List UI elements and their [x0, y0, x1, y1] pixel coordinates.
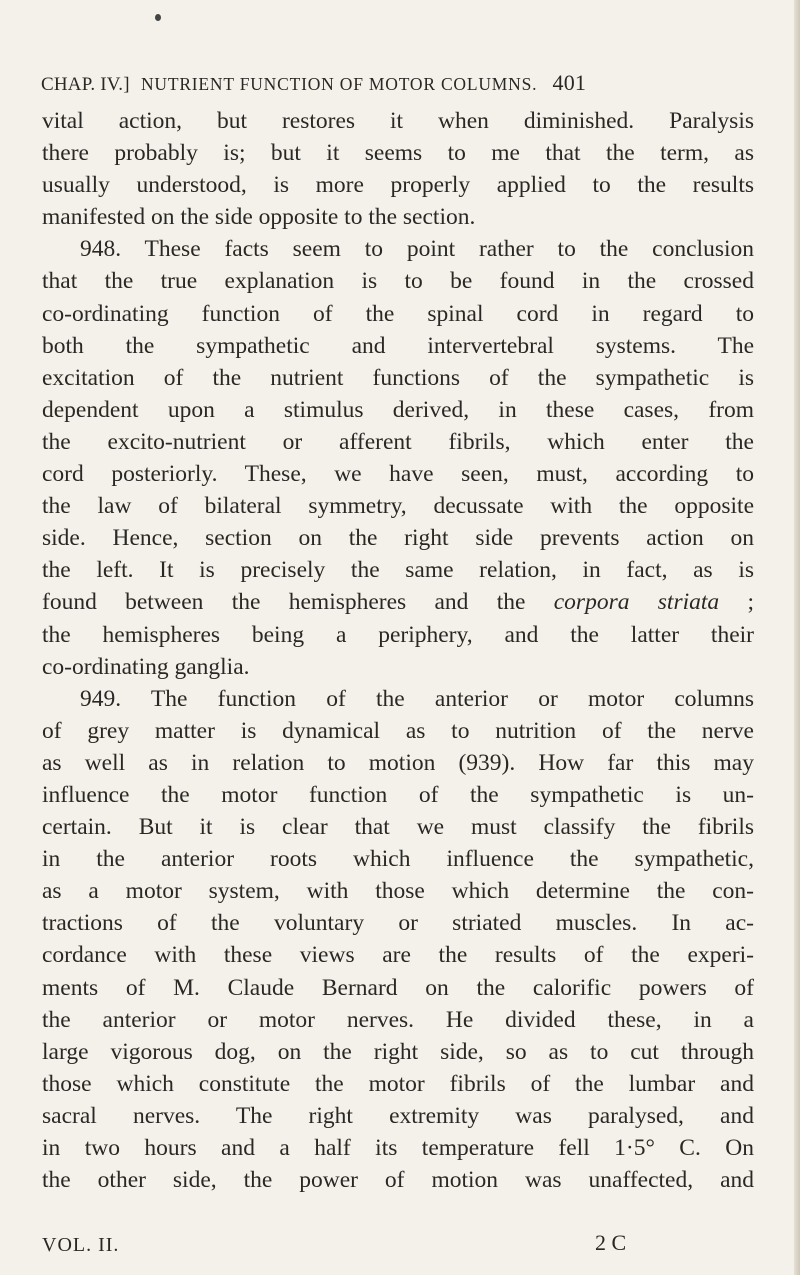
text-line: as well as in relation to motion (939). How far this may — [42, 749, 754, 776]
text-line: cord posteriorly. These, we have seen, must, according to — [42, 461, 754, 488]
text-line: co-ordinating ganglia. — [42, 653, 250, 680]
text-line: of grey matter is dynamical as to nutrition of the nerve — [42, 717, 754, 744]
text-line: excitation of the nutrient functions of the sympathetic is — [42, 364, 754, 391]
text-line: the other side, the power of motion was unaffected, and — [42, 1167, 754, 1194]
text-line: manifested on the side opposite to the section. — [42, 204, 476, 231]
text-line: those which constitute the motor fibrils of the lumbar and — [42, 1070, 754, 1097]
text-line: cordance with these views are the results of the experi- — [42, 942, 754, 969]
text-line: the excito-nutrient or afferent fibrils, which enter the — [42, 428, 754, 455]
running-header — [41, 70, 721, 96]
body-text — [42, 105, 754, 1196]
text-line: usually understood, is more properly applied to the results — [42, 172, 754, 199]
text-line: found between the hemispheres and the corpora striata ; — [42, 589, 754, 616]
text-line: influence the motor function of the sympathetic is un- — [42, 781, 754, 808]
text-line: in the anterior roots which influence the sympathetic, — [42, 846, 754, 873]
text-line: side. Hence, section on the right side prevents action on — [42, 525, 754, 552]
text-line: that the true explanation is to be found in the crossed — [42, 268, 754, 295]
page-number: 401 — [552, 70, 587, 95]
text-line: co-ordinating function of the spinal cord in regard to — [42, 300, 754, 327]
text-line: large vigorous dog, on the right side, so as to cut through — [42, 1038, 754, 1065]
text-line: 949. The function of the anterior or motor columns — [80, 685, 754, 712]
text-line: dependent upon a stimulus derived, in these cases, from — [42, 396, 754, 423]
text-line: there probably is; but it seems to me that the term, as — [42, 140, 754, 167]
text-line: both the sympathetic and intervertebral systems. The — [42, 332, 754, 359]
text-line: the left. It is precisely the same relation, in fact, as is — [42, 557, 754, 584]
page-footer — [42, 1230, 692, 1257]
text-line: in two hours and a half its temperature fell 1·5° C. On — [42, 1135, 754, 1161]
text-line: the hemispheres being a periphery, and the latter their — [42, 621, 754, 648]
text-line: tractions of the voluntary or striated muscles. In ac- — [42, 910, 754, 937]
text-line: certain. But it is clear that we must classify the fibrils — [42, 814, 754, 841]
ink-speck — [155, 14, 161, 21]
signature-mark: 2 C — [595, 1230, 627, 1255]
text-line: the anterior or motor nerves. He divided these, in a — [42, 1006, 754, 1033]
text-line: sacral nerves. The right extremity was paralysed, and — [42, 1102, 754, 1129]
chapter-title: NUTRIENT FUNCTION OF MOTOR COLUMNS. — [140, 74, 538, 94]
text-line: vital action, but restores it when diminished. Paralysis — [42, 108, 754, 134]
text-line: 948. These facts seem to point rather to the conclusion — [80, 236, 754, 263]
chapter-label: CHAP. IV.] — [41, 74, 130, 95]
page-edge — [794, 0, 800, 1275]
text-line: as a motor system, with those which determine the con- — [42, 878, 754, 905]
italic-term: corpora striata — [553, 589, 720, 616]
text-line: ments of M. Claude Bernard on the calorific powers of — [42, 974, 754, 1001]
volume-label: VOL. II. — [42, 1234, 120, 1256]
text-line: the law of bilateral symmetry, decussate with the opposite — [42, 493, 754, 520]
